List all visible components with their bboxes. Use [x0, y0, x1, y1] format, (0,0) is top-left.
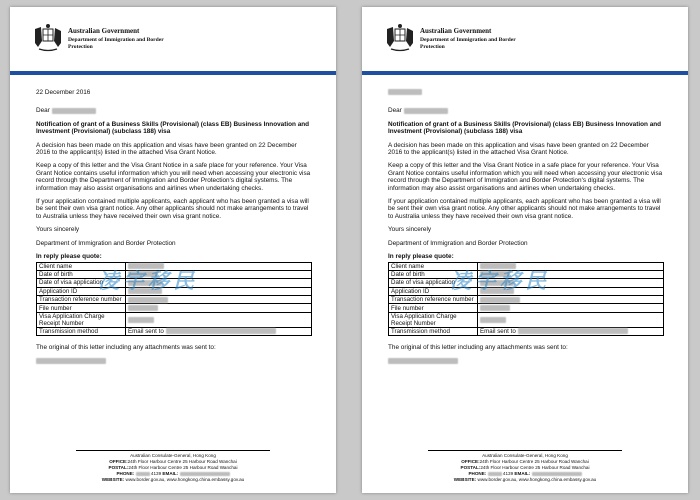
footer-phone-email: PHONE: 4139 EMAIL:: [10, 471, 336, 477]
watermark: 凌宇移民: [450, 270, 550, 293]
table-label: Date of birth: [389, 270, 478, 278]
signature: Department of Immigration and Border Protection: [388, 239, 528, 247]
table-label: Application ID: [37, 287, 126, 295]
government-name: Australian Government: [68, 27, 140, 35]
original-sent-note: The original of this letter including any attachments was sent to:: [36, 344, 216, 352]
redacted-value: [480, 297, 520, 303]
table-label: Visa Application Charge Receipt Number: [37, 312, 126, 327]
table-label: Date of birth: [37, 270, 126, 278]
table-label: Date of visa application: [389, 279, 478, 287]
closing: Yours sincerely: [36, 226, 80, 234]
footer-website: WEBSITE: www.border.gov.au, www.hongkong.china.embassy.gov.au: [101, 477, 245, 482]
coat-of-arms-icon: [32, 23, 64, 53]
transmission-value: Email sent to: [480, 328, 516, 336]
table-row: [37, 304, 312, 312]
letter-subject: Notification of grant of a Business Skills (Provisional) (class EB) Business Innovation and Investment (Provisional) (subclass 188) visa: [36, 120, 310, 136]
paragraph-multiple-applicants: If your application contained multiple applicants, each applicant who has been granted a visa will be sent their own visa grant notice. Any other applicants should not make arrangements to travel to Australia unless they have received their own visa grant notice.: [388, 198, 661, 220]
letterhead: [376, 21, 676, 63]
letter-page-left: [10, 7, 336, 493]
table-label: Client name: [37, 262, 126, 270]
footer-rule: [76, 450, 270, 451]
table-row: [37, 296, 312, 304]
recipient-address: [36, 358, 312, 365]
redacted-email: [518, 328, 628, 334]
paragraph-decision: A decision has been made on this application and visas have been granted on 22 December 2016 to the applicant(s) listed in the attached Visa Grant Notice.: [388, 141, 649, 157]
closing: Yours sincerely: [388, 226, 432, 234]
letter-subject: Notification of grant of a Business Skills (Provisional) (class EB) Business Innovation and Investment (Provisional) (subclass 188) visa: [388, 120, 662, 136]
table-row: [389, 327, 664, 335]
table-label: Date of visa application: [37, 279, 126, 287]
redacted-value: [480, 317, 506, 323]
letter-footer: [10, 453, 336, 483]
reply-heading: In reply please quote:: [36, 253, 102, 261]
table-label: File number: [37, 304, 126, 312]
footer-rule: [428, 450, 622, 451]
watermark: 凌宇移民: [98, 270, 198, 293]
coat-of-arms-icon: [384, 23, 416, 53]
header-rule: [10, 71, 336, 75]
table-label: Visa Application Charge Receipt Number: [389, 312, 478, 327]
paragraph-decision: A decision has been made on this application and visas have been granted on 22 December 2016 to the applicant(s) listed in the attached Visa Grant Notice.: [36, 141, 297, 157]
header-rule: [362, 71, 688, 75]
redacted-value: [128, 297, 168, 303]
redacted-email: [166, 328, 276, 334]
footer-website: WEBSITE: www.border.gov.au, www.hongkong.china.embassy.gov.au: [453, 477, 597, 482]
letter-date: [388, 89, 664, 96]
original-sent-note: The original of this letter including any attachments was sent to:: [388, 344, 568, 352]
redacted-value: [128, 317, 154, 323]
redacted-address: [388, 358, 458, 364]
letter-footer: [362, 453, 688, 483]
footer-office-name: Australian Consulate-General, Hong Kong: [482, 453, 568, 458]
salutation: [388, 107, 664, 114]
recipient-address: [388, 358, 664, 365]
table-row: [37, 312, 312, 327]
letter-body: [388, 89, 664, 371]
table-label: File number: [389, 304, 478, 312]
redacted-date: [388, 89, 422, 95]
redacted-value: [480, 305, 510, 311]
paragraph-keep-copy: Keep a copy of this letter and the Visa Grant Notice in a safe place for your reference. Your Visa Grant Notice contains useful information which you will need when accessing your electronic visa record through the Department of Immigration and Border Protection's digital systems. The information may also assist organisations and airlines when undertaking checks.: [388, 162, 663, 192]
table-label: Transmission method: [37, 327, 126, 335]
paragraph-keep-copy: Keep a copy of this letter and the Visa Grant Notice in a safe place for your reference. Your Visa Grant Notice contains useful information which you will need when accessing your electronic visa record through the Department of Immigration and Border Protection's digital systems. The information may also assist organisations and airlines when undertaking checks.: [36, 162, 311, 192]
transmission-value: Email sent to: [128, 328, 164, 336]
table-row: [389, 304, 664, 312]
redacted-name: [52, 108, 96, 114]
footer-phone-email: PHONE: 4139 EMAIL:: [362, 471, 688, 477]
signature: Department of Immigration and Border Protection: [36, 239, 176, 247]
letter-date: 22 December 2016: [36, 89, 91, 96]
letter-body: [36, 89, 312, 371]
letter-page-right: [362, 7, 688, 493]
footer-office: OFFICE:24th Floor Harbour Centre 25 Harbour Road Wanchai: [461, 459, 589, 464]
footer-postal: POSTAL:24th Floor Harbour Centre 25 Harbour Road Wanchai: [460, 465, 590, 470]
table-row: [37, 327, 312, 335]
footer-office-name: Australian Consulate-General, Hong Kong: [130, 453, 216, 458]
table-label: Application ID: [389, 287, 478, 295]
department-name: Department of Immigration and Border Protection: [420, 37, 516, 50]
reply-heading: In reply please quote:: [388, 253, 454, 261]
salutation-text: Dear: [388, 107, 402, 115]
salutation-text: Dear: [36, 107, 50, 115]
footer-office: OFFICE:24th Floor Harbour Centre 25 Harbour Road Wanchai: [109, 459, 237, 464]
table-row: [389, 312, 664, 327]
redacted-value: [128, 305, 158, 311]
table-label: Transmission method: [389, 327, 478, 335]
salutation: [36, 107, 312, 114]
government-name: Australian Government: [420, 27, 492, 35]
department-name: Department of Immigration and Border Protection: [68, 37, 164, 50]
letterhead: [24, 21, 324, 63]
paragraph-multiple-applicants: If your application contained multiple applicants, each applicant who has been granted a visa will be sent their own visa grant notice. Any other applicants should not make arrangements to travel to Australia unless they have received their own visa grant notice.: [36, 198, 309, 220]
table-label: Transaction reference number: [389, 296, 478, 304]
redacted-name: [404, 108, 448, 114]
table-label: Transaction reference number: [37, 296, 126, 304]
footer-postal: POSTAL:24th Floor Harbour Centre 25 Harbour Road Wanchai: [108, 465, 238, 470]
table-label: Client name: [389, 262, 478, 270]
redacted-address: [36, 358, 106, 364]
table-row: [389, 296, 664, 304]
